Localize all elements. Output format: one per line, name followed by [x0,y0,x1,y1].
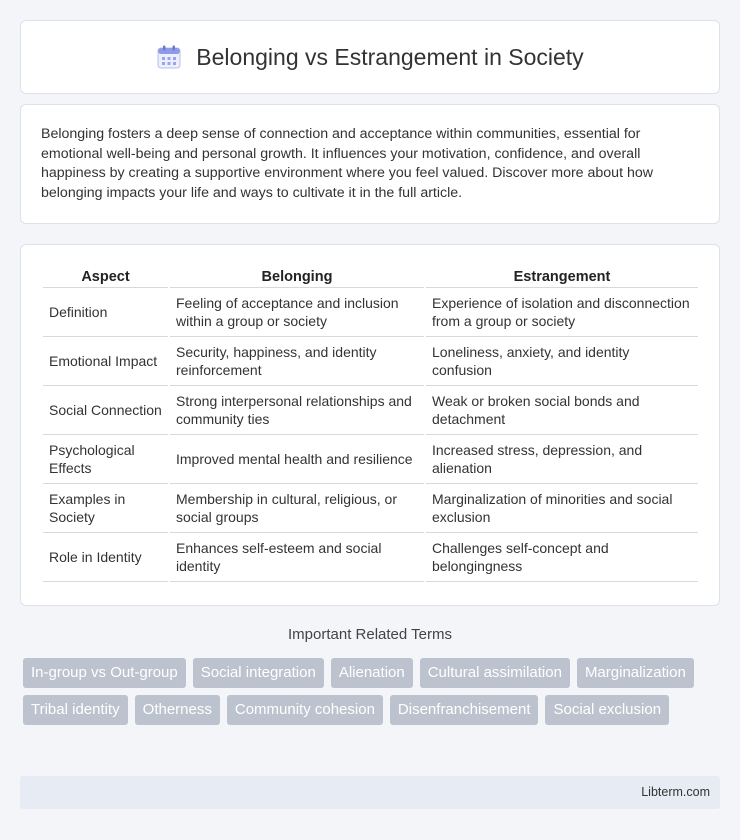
footer-site-link[interactable]: Libterm.com [641,785,710,799]
row-estrangement: Loneliness, anxiety, and identity confusion [425,337,698,386]
row-estrangement: Marginalization of minorities and social exclusion [425,484,698,533]
intro-text: Belonging fosters a deep sense of connection and acceptance within communities, essential for emotional well-being and personal growth. It influences your motivation, confidence, and overall happiness by creating a supportive environment where you feel valued. Discover more about how belonging impacts your life and ways to cultivate it in the full article. [41,126,653,201]
tag-cultural-assimilation[interactable]: Cultural assimilation [420,658,570,688]
row-belonging: Strong interpersonal relationships and community ties [169,386,425,435]
table-row [43,288,698,337]
calendar-icon [156,44,182,70]
row-estrangement: Experience of isolation and disconnection from a group or society [425,288,698,337]
table-row [43,337,698,386]
comparison-card [20,244,720,606]
row-aspect: Psychological Effects [43,435,169,484]
page-title: Belonging vs Estrangement in Society [196,43,584,70]
table-row [43,386,698,435]
column-header-estrangement: Estrangement [425,265,698,288]
table-row [43,435,698,484]
tag-marginalization[interactable]: Marginalization [577,658,694,688]
tag-disenfranchisement[interactable]: Disenfranchisement [390,695,539,725]
table-header-row [43,265,698,288]
row-estrangement: Weak or broken social bonds and detachment [425,386,698,435]
row-aspect: Role in Identity [43,533,169,582]
row-aspect: Emotional Impact [43,337,169,386]
row-belonging: Improved mental health and resilience [169,435,425,484]
column-header-aspect: Aspect [43,265,169,288]
row-belonging: Enhances self-esteem and social identity [169,533,425,582]
header-card [20,20,720,94]
row-belonging: Feeling of acceptance and inclusion within a group or society [169,288,425,337]
row-belonging: Membership in cultural, religious, or social groups [169,484,425,533]
tag-in-group-vs-out-group[interactable]: In-group vs Out-group [23,658,186,688]
column-header-belonging: Belonging [169,265,425,288]
row-aspect: Social Connection [43,386,169,435]
comparison-table [43,265,698,582]
row-estrangement: Increased stress, depression, and alienation [425,435,698,484]
row-estrangement: Challenges self-concept and belongingness [425,533,698,582]
footer [20,776,720,809]
row-belonging: Security, happiness, and identity reinforcement [169,337,425,386]
tag-tribal-identity[interactable]: Tribal identity [23,695,128,725]
tag-alienation[interactable]: Alienation [331,658,413,688]
row-aspect: Definition [43,288,169,337]
tag-otherness[interactable]: Otherness [135,695,220,725]
tag-community-cohesion[interactable]: Community cohesion [227,695,383,725]
row-aspect: Examples in Society [43,484,169,533]
table-row [43,484,698,533]
related-terms-title: Important Related Terms [288,626,452,643]
table-row [43,533,698,582]
tag-social-integration[interactable]: Social integration [193,658,324,688]
tag-social-exclusion[interactable]: Social exclusion [545,695,669,725]
intro-card [20,104,720,224]
related-terms-list [23,658,723,725]
